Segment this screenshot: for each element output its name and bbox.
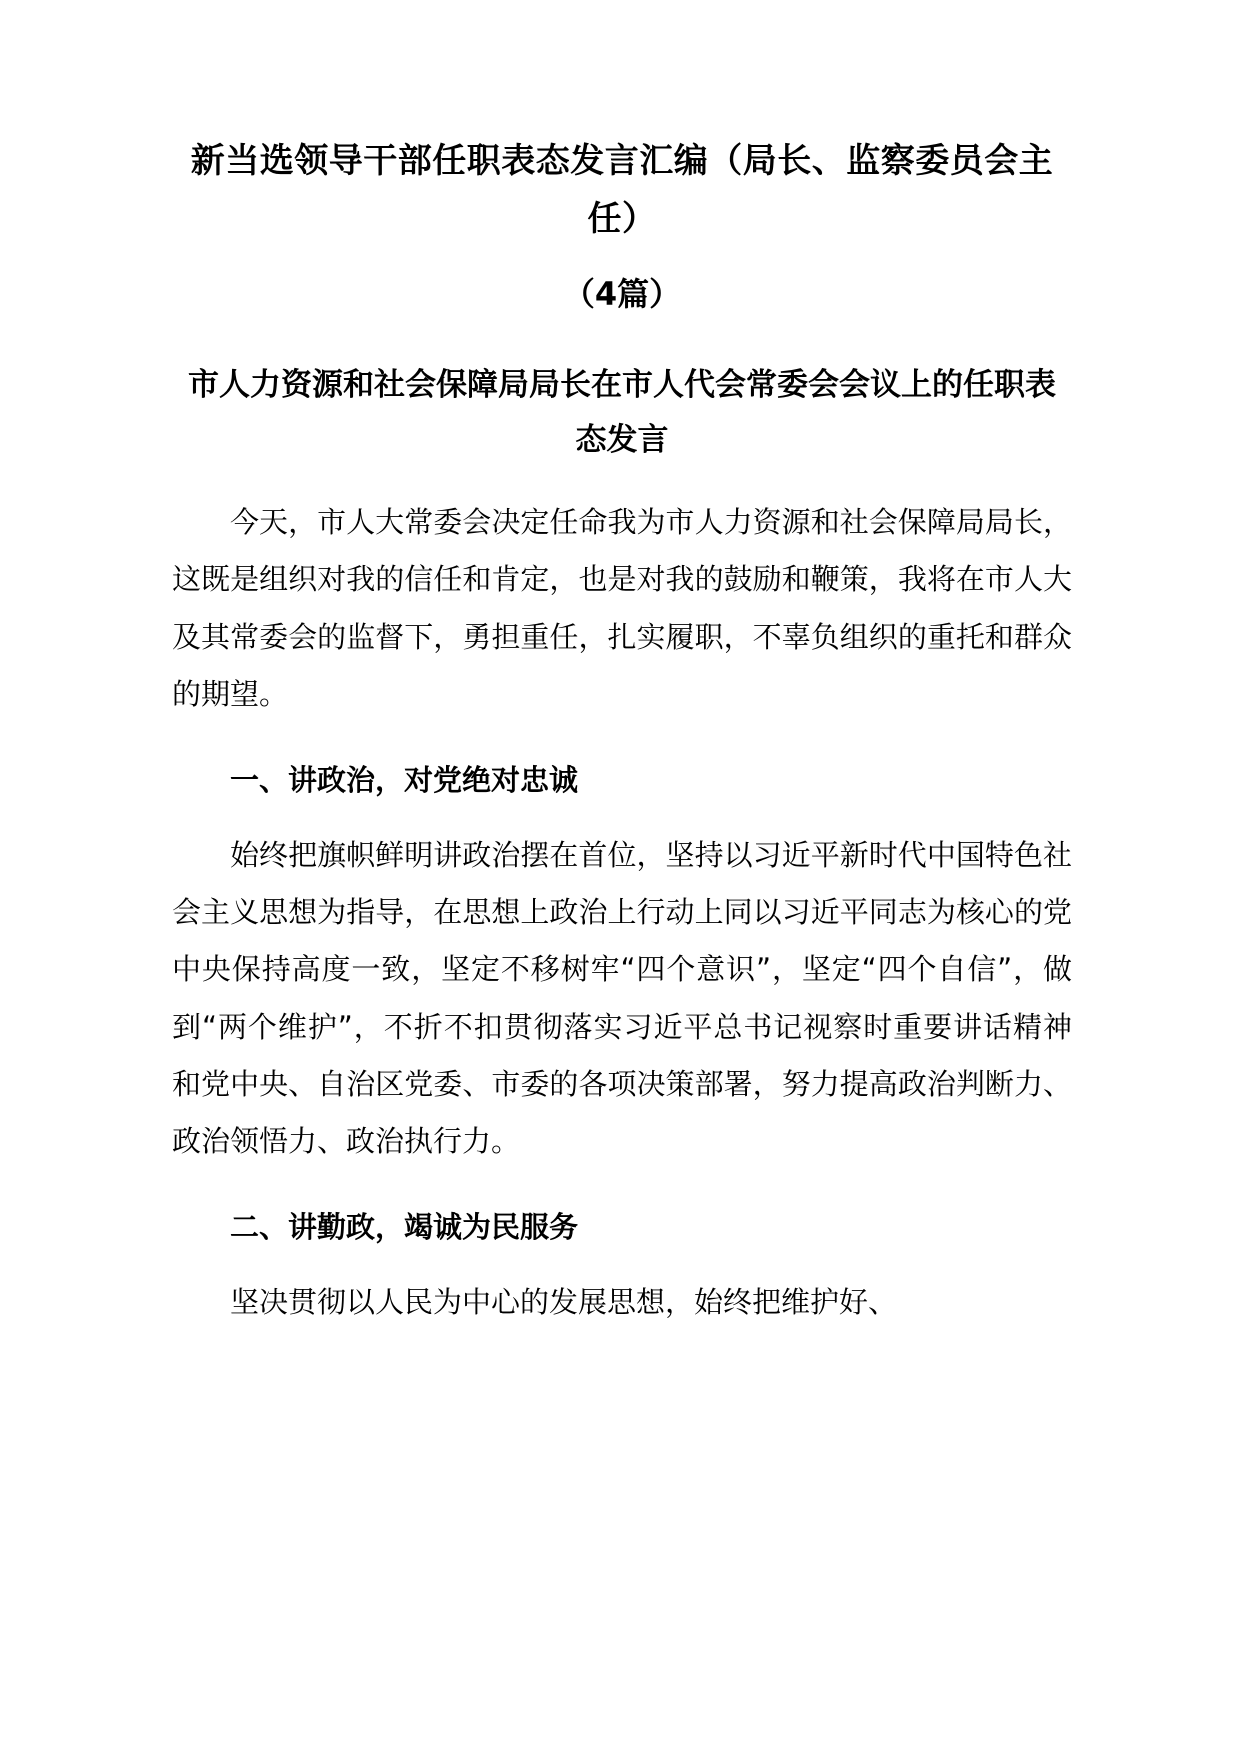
- section-body-2: 坚决贯彻以人民为中心的发展思想，始终把维护好、: [230, 1285, 898, 1320]
- article-title: 市人力资源和社会保障局局长在市人代会常委会会议上的任职表态发言: [188, 366, 1056, 459]
- intro-paragraph: 今天，市人大常委会决定任命我为市人力资源和社会保障局局长，这既是组织对我的信任和肯定，也是对我的鼓励和鞭策，我将在市人大及其常委会的监督下，勇担重任，扎实履职，不辜负组织的重托和群众的期望。: [172, 505, 1072, 711]
- section-heading-1: 一、讲政治，对党绝对忠诚: [230, 762, 579, 797]
- document-count-label: （4篇）: [562, 274, 682, 313]
- section-body-1: 始终把旗帜鲜明讲政治摆在首位，坚持以习近平新时代中国特色社会主义思想为指导，在思想上政治上行动上同以习近平同志为核心的党中央保持高度一致，坚定不移树牢“四个意识”，坚定“四个自信”，做到“两个维护”，不折不扣贯彻落实习近平总书记视察时重要讲话精神和党中央、自治区党委、市委的各项决策部署，努力提高政治判断力、政治领悟力、政治执行力。: [172, 838, 1072, 1158]
- document-title-line-1: 新当选领导干部任职表态发言汇编（局长、监察委员会主: [190, 141, 1054, 181]
- document-title: [172, 132, 1072, 249]
- document-content: [172, 132, 1072, 1331]
- section-heading-2: 二、讲勤政，竭诚为民服务: [230, 1209, 579, 1244]
- document-title-line-2: 任）: [587, 199, 657, 240]
